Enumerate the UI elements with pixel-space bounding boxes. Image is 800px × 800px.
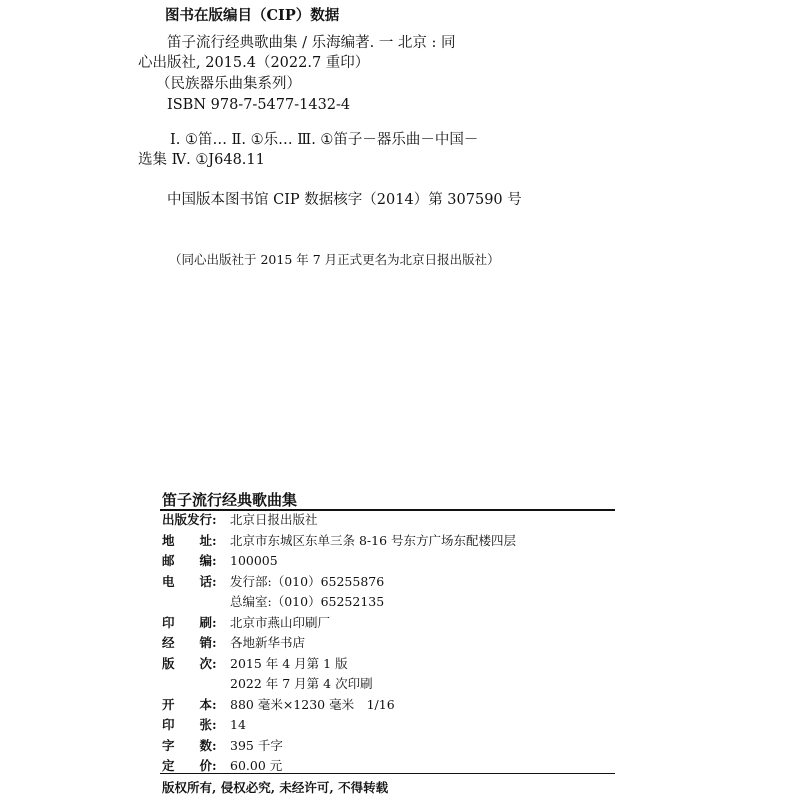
cip-entry-line1: 笛子流行经典歌曲集 / 乐海编著. 一 北京 : 同 [167, 35, 456, 51]
info-value: 北京日报出版社 [230, 512, 318, 527]
info-value: 各地新华书店 [230, 635, 306, 650]
info-value: 2022 年 7 月第 4 次印刷 [230, 676, 373, 691]
info-label: 经 销: [162, 635, 217, 650]
cip-heading: 图书在版编目（CIP）数据 [165, 7, 340, 24]
info-value: 100005 [230, 553, 278, 568]
info-value: 北京市东城区东单三条 8-16 号东方广场东配楼四层 [230, 532, 517, 548]
cip-classification-line1: Ⅰ. ①笛… Ⅱ. ①乐… Ⅲ. ①笛子－器乐曲－中国－ [170, 132, 479, 148]
info-value: 2015 年 4 月第 1 版 [230, 655, 348, 671]
copyright-notice: 版权所有, 侵权必究, 未经许可, 不得转载 [162, 780, 389, 795]
info-label: 电 话: [162, 573, 217, 589]
info-value: 北京市燕山印刷厂 [230, 614, 331, 630]
copyright-divider [160, 773, 615, 774]
info-value: 60.00 元 [230, 758, 283, 773]
info-value: 395 千字 [230, 737, 283, 753]
info-label: 定 价: [162, 758, 217, 773]
info-value: 14 [230, 717, 246, 732]
cip-classification-line2: 选集 Ⅳ. ①J648.11 [138, 152, 265, 168]
info-label: 邮 编: [162, 553, 217, 568]
publisher-rename-note: （同心出版社于 2015 年 7 月正式更名为北京日报出版社） [169, 252, 500, 267]
cip-isbn: ISBN 978-7-5477-1432-4 [167, 97, 351, 113]
info-value: 880 毫米×1230 毫米 1/16 [230, 696, 395, 712]
title-divider [160, 509, 615, 511]
info-label: 版 次: [162, 655, 217, 671]
info-label: 地 址: [162, 532, 217, 548]
cip-check-number: 中国版本图书馆 CIP 数据核字（2014）第 307590 号 [167, 192, 522, 208]
info-value: 发行部:（010）65255876 [230, 573, 385, 589]
cip-series: （民族器乐曲集系列） [156, 76, 301, 92]
book-title: 笛子流行经典歌曲集 [162, 491, 298, 509]
info-label: 印 张: [162, 717, 217, 732]
info-label: 开 本: [162, 696, 217, 712]
info-value: 总编室:（010）65252135 [230, 594, 385, 609]
info-label: 印 刷: [162, 614, 217, 630]
info-label: 字 数: [162, 737, 217, 753]
cip-entry-line2: 心出版社, 2015.4（2022.7 重印） [138, 55, 370, 71]
info-label: 出版发行: [162, 512, 217, 527]
